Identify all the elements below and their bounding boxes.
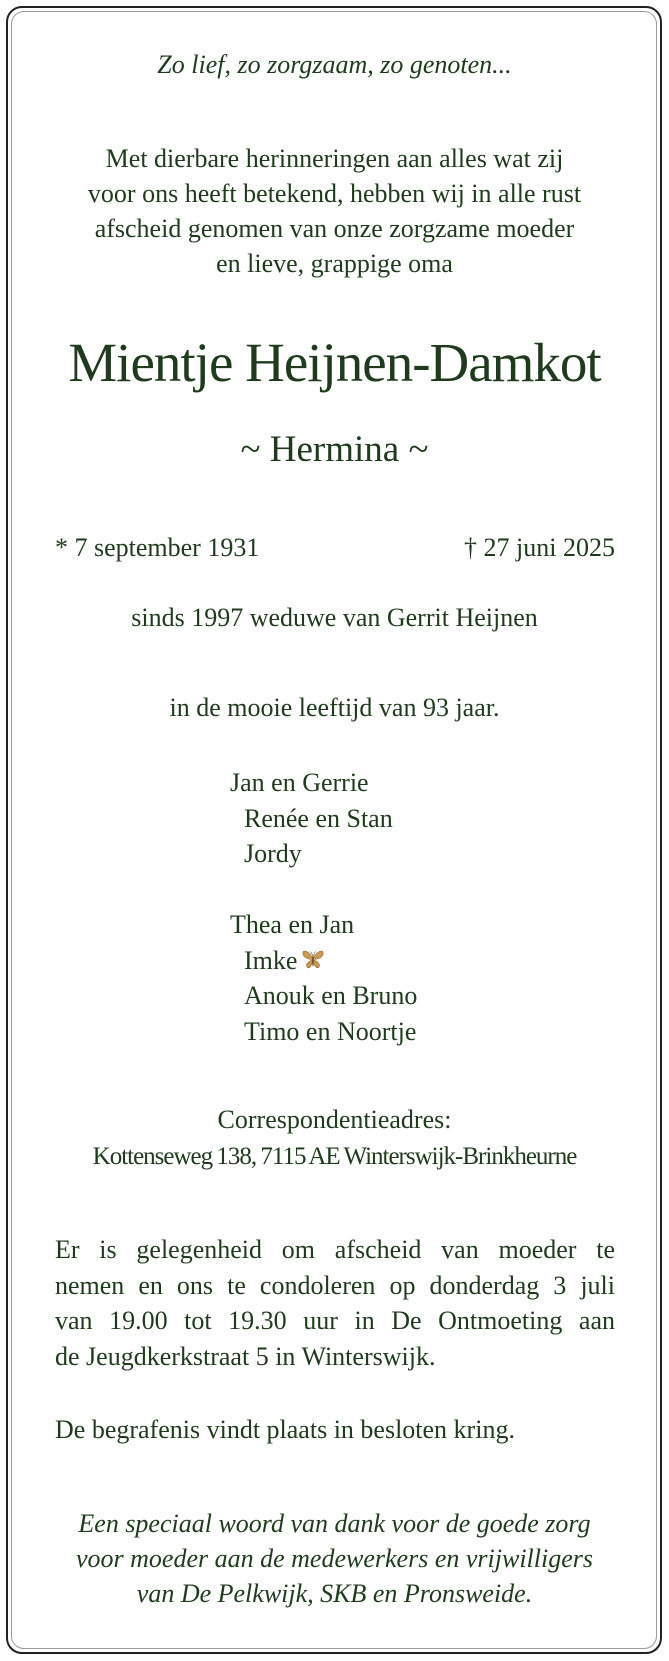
farewell-line: Er is gelegenheid om afscheid van moeder te — [55, 1235, 615, 1264]
family-spacer — [230, 872, 417, 908]
intro-line: en lieve, grappige oma — [216, 249, 453, 278]
thanks-line: van De Pelkwijk, SKB en Pronsweide. — [136, 1579, 533, 1608]
family-parent: Jan en Gerrie — [230, 768, 369, 797]
thanks-line: Een speciaal woord van dank voor de goede zorg — [78, 1509, 591, 1538]
family-parent: Thea en Jan — [230, 910, 355, 939]
intro-line: Met dierbare herinneringen aan alles wat zij — [105, 144, 564, 173]
intro-line: afscheid genomen van onze zorgzame moeder — [94, 214, 575, 243]
thanks-line: voor moeder aan de medewerkers en vrijwilligers — [75, 1544, 593, 1573]
family-list — [230, 765, 417, 1049]
family-child: Anouk en Bruno — [244, 981, 418, 1010]
death-date: † 27 juni 2025 — [464, 533, 615, 562]
family-child: Renée en Stan — [244, 803, 393, 833]
nickname: ~ Hermina ~ — [240, 429, 429, 470]
farewell-paragraph — [55, 1232, 615, 1374]
thanks-paragraph — [0, 1506, 669, 1611]
motto: Zo lief, zo zorgzaam, zo genoten... — [157, 50, 512, 79]
family-child: Jordy — [244, 839, 302, 868]
farewell-line: de Jeugdkerkstraat 5 in Winterswijk. — [55, 1341, 436, 1371]
widow-line: sinds 1997 weduwe van Gerrit Heijnen — [131, 603, 538, 632]
farewell-line: nemen en ons te condoleren op donderdag 3 juli — [55, 1270, 615, 1300]
family-child-name: Imke — [244, 945, 298, 975]
intro-line: voor ons heeft betekend, hebben wij in alle rust — [87, 179, 582, 208]
butterfly-icon — [300, 945, 326, 969]
correspondence-label: Correspondentieadres: — [217, 1105, 452, 1134]
age-line: in de mooie leeftijd van 93 jaar. — [169, 693, 500, 722]
intro-text — [0, 141, 669, 281]
farewell-line: van 19.00 tot 19.30 uur in De Ontmoeting aan — [55, 1306, 615, 1335]
funeral-line: De begrafenis vindt plaats in besloten kring. — [55, 1415, 515, 1444]
correspondence-address: Kottenseweg 138, 7115 AE Winterswijk-Brinkheurne — [92, 1143, 577, 1170]
deceased-name: Mientje Heijnen-Damkot — [68, 332, 601, 393]
birth-date: * 7 september 1931 — [55, 533, 260, 562]
family-child-memorial — [230, 943, 417, 979]
family-child: Timo en Noortje — [244, 1016, 417, 1046]
